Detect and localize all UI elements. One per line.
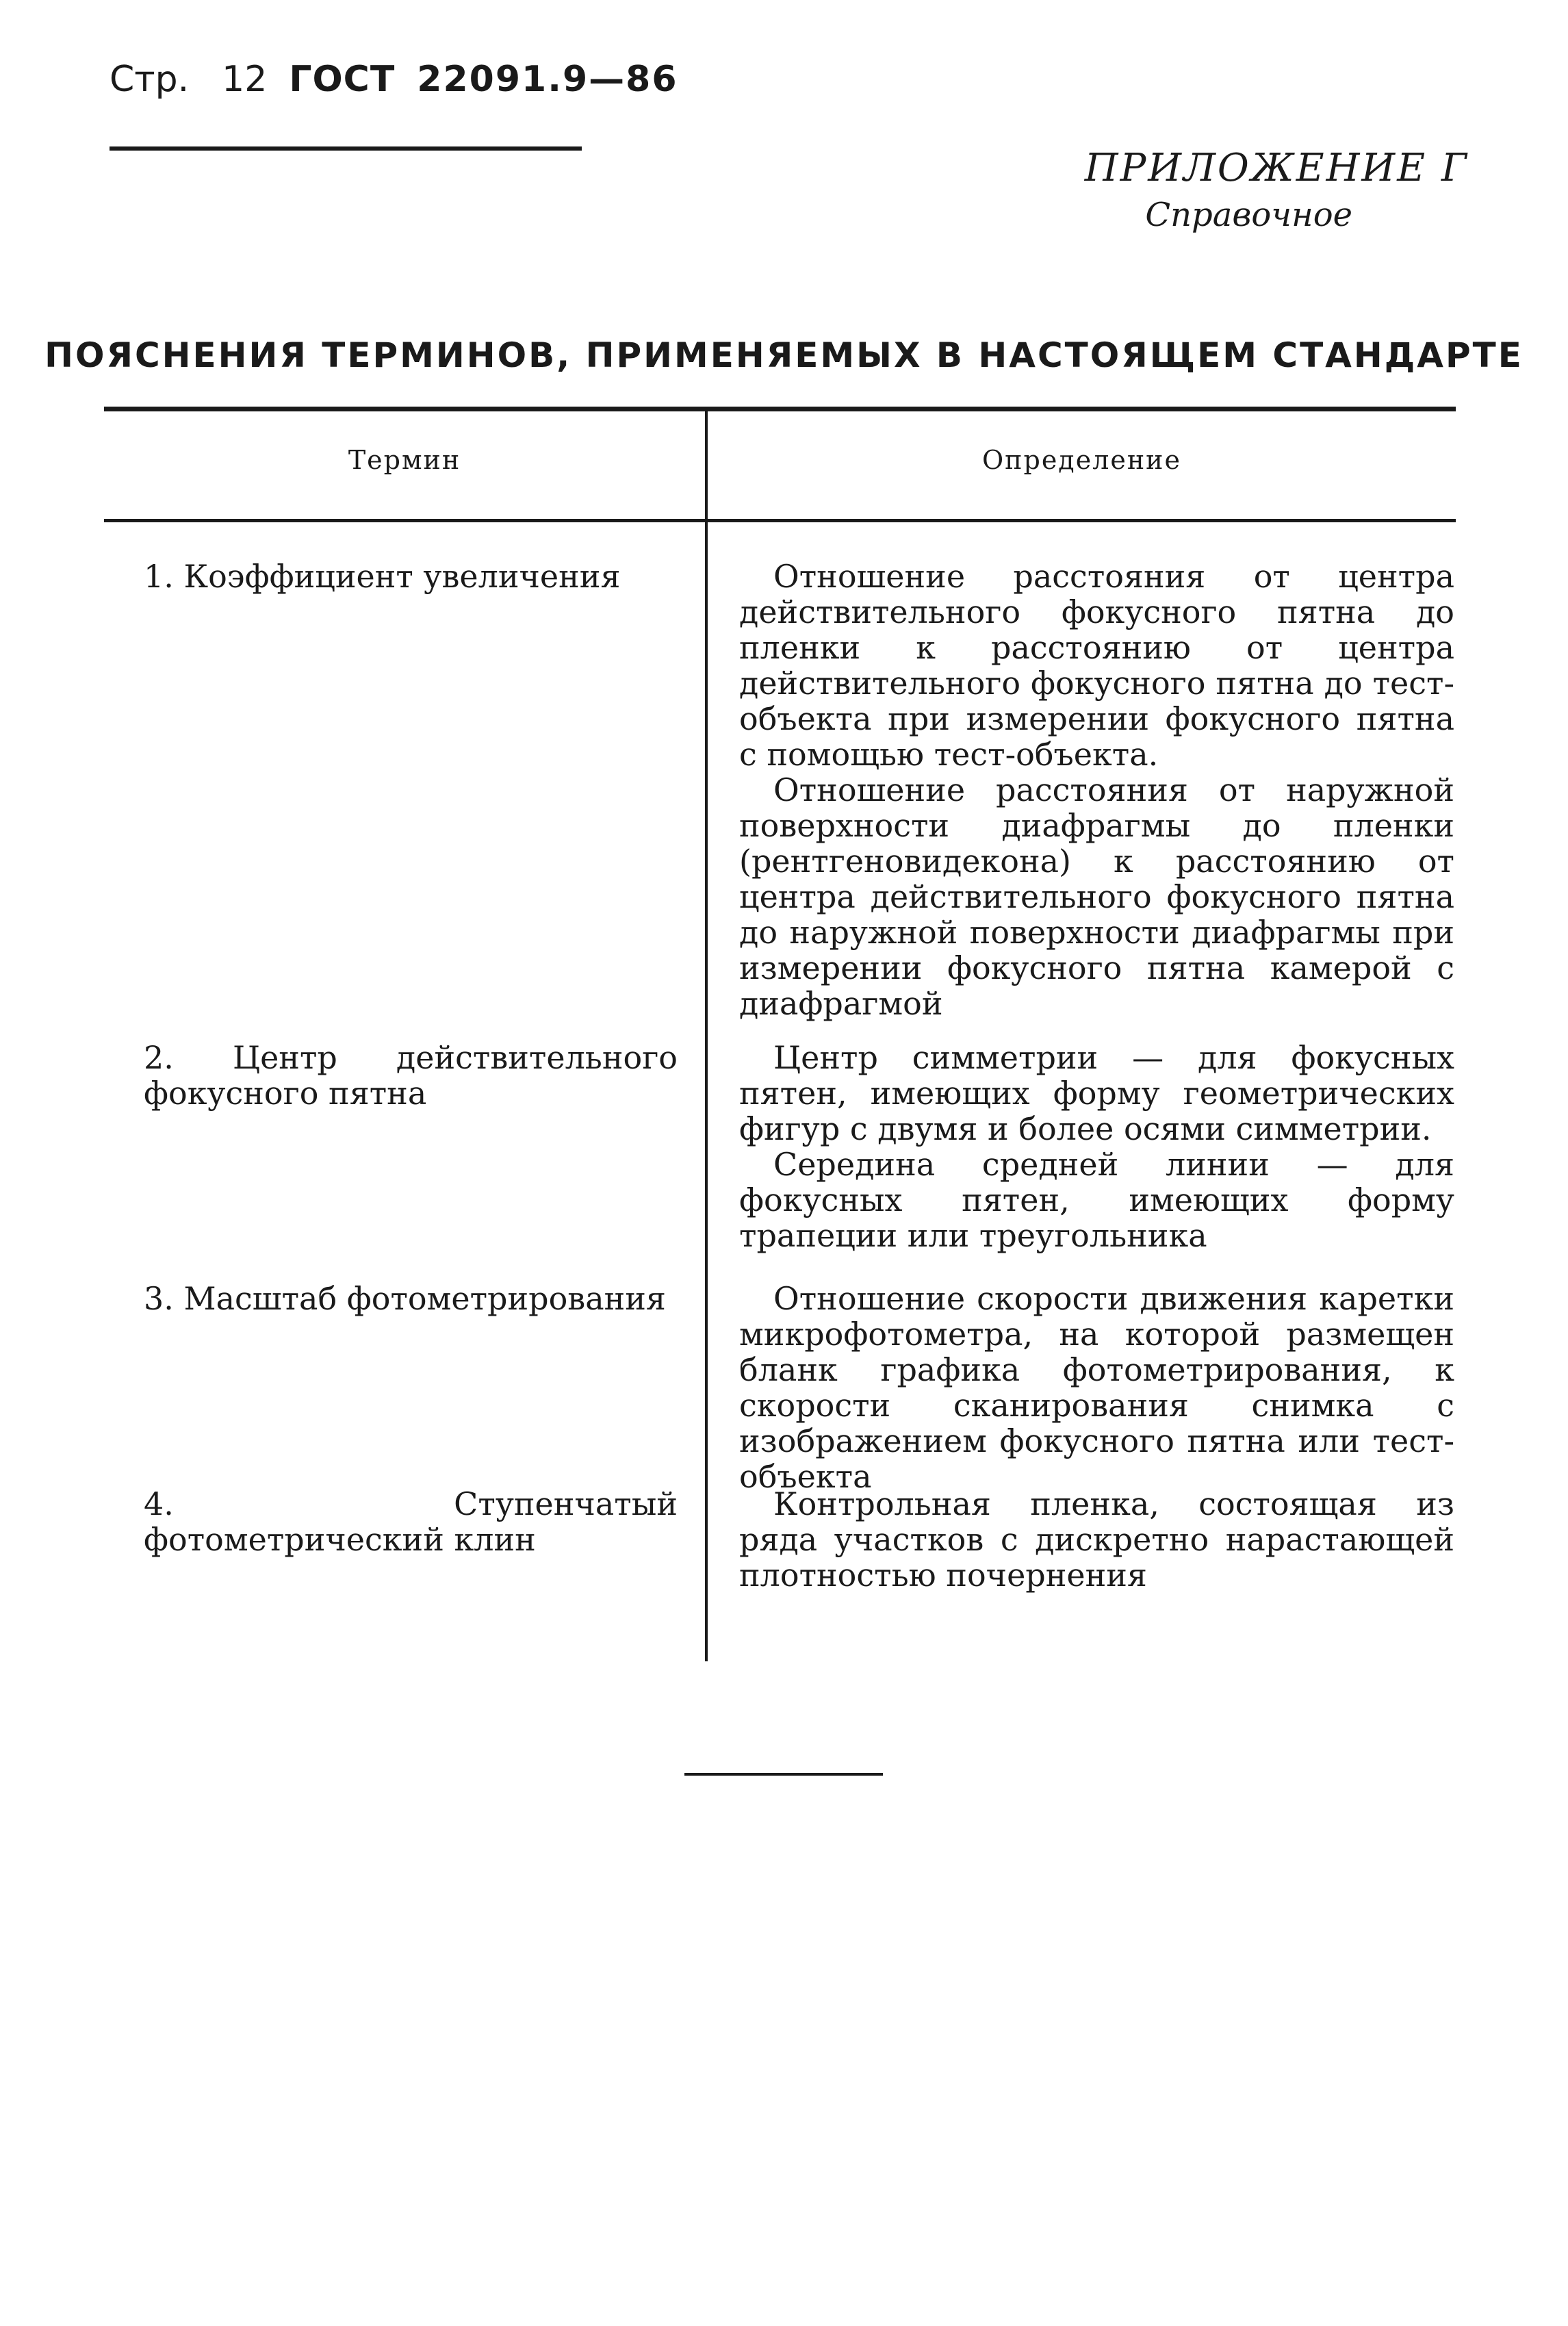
end-rule: [684, 1773, 883, 1776]
definition-2-paragraph-2: Середина средней линии — для фокусных пятен, имеющих форму трапеции или треугольника: [739, 1146, 1454, 1254]
page-header: [110, 53, 678, 151]
table-column-divider: [705, 411, 708, 1661]
term-4: 4. Ступенчатый фотометрический клин: [144, 1485, 678, 1558]
appendix-subtitle: Справочное: [1145, 195, 1352, 234]
definition-1-paragraph-1: Отношение расстояния от центра действительного фокусного пятна до пленки к расстоянию от центра действительного фокусного пятна до тест-объекта при измерении фокусного пятна с помощью тест-объекта.: [739, 558, 1454, 773]
definition-1-paragraph-2: Отношение расстояния от наружной поверхности диафрагмы до пленки (рентгеновидекона) к расстоянию от центра действительного фокусного пятна до наружной поверхности диафрагмы при измерении фокусного пятна камерой с диафрагмой: [739, 771, 1454, 1022]
table-header-rule: [104, 519, 1456, 522]
definition-4: [739, 1486, 1454, 1593]
term-1: 1. Коэффициент увеличения: [144, 558, 621, 595]
appendix-title: ПРИЛОЖЕНИЕ Г: [1084, 146, 1469, 190]
term-2: 2. Центр действительного фокусного пятна: [144, 1039, 678, 1112]
term-3: 3. Масштаб фотометрирования: [144, 1280, 666, 1317]
standard-code: 22091.9—86: [417, 59, 678, 100]
definition-3-paragraph-1: Отношение скорости движения каретки микрофотометра, на которой размещен бланк графика фотометрирования, к скорости сканирования снимка с изображением фокусного пятна или тест-объекта: [739, 1280, 1454, 1495]
page-number: 12: [222, 59, 268, 100]
definition-1: [739, 559, 1454, 1021]
definition-3: [739, 1281, 1454, 1494]
definition-2: [739, 1040, 1454, 1253]
standard-label: ГОСТ: [289, 59, 396, 100]
appendix-block: [1085, 144, 1469, 236]
definition-2-paragraph-1: Центр симметрии — для фокусных пятен, имеющих форму геометрических фигур с двумя и более осями симметрии.: [739, 1039, 1454, 1147]
column-header-term: Термин: [348, 445, 461, 475]
document-title: ПОЯСНЕНИЯ ТЕРМИНОВ, ПРИМЕНЯЕМЫХ В НАСТОЯЩЕМ СТАНДАРТЕ: [44, 335, 1524, 375]
definition-4-paragraph-1: Контрольная пленка, состоящая из ряда участков с дискретно нарастающей плотностью почернения: [739, 1485, 1454, 1594]
page-prefix: Стр.: [110, 59, 190, 100]
table-top-rule: [104, 407, 1456, 411]
column-header-definition: Определение: [982, 445, 1181, 475]
